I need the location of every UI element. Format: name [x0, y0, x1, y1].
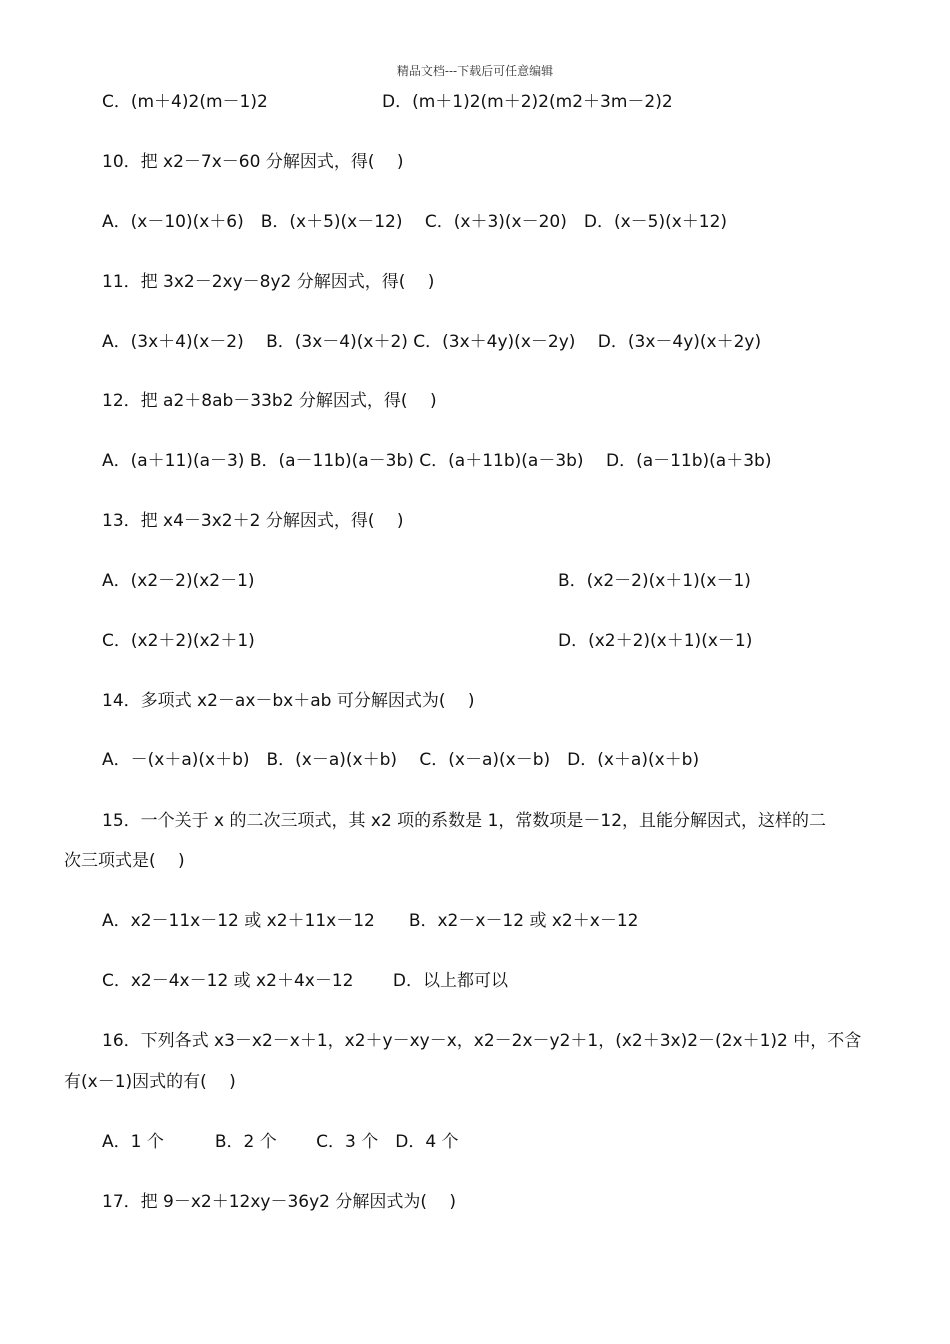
q17-stem: 17．把 9－x2＋12xy－36y2 分解因式为( ): [102, 1192, 457, 1212]
q16-stem-line1: 16．下列各式 x3－x2－x＋1，x2＋y－xy－x，x2－2x－y2＋1，(x2＋3x)2－(2x＋1)2 中，不含: [102, 1031, 862, 1051]
q13-option-c: C．(x2＋2)(x2＋1): [102, 631, 255, 651]
q13-option-d: D．(x2＋2)(x＋1)(x－1): [558, 631, 753, 651]
q13-option-a: A．(x2－2)(x2－1): [102, 571, 255, 591]
q15-stem-line2: 次三项式是( ): [64, 851, 185, 871]
q11-options: A．(3x＋4)(x－2) B．(3x－4)(x＋2) C．(3x＋4y)(x－2y) D．(3x－4y)(x＋2y): [102, 332, 762, 352]
q14-options: A．－(x＋a)(x＋b) B．(x－a)(x＋b) C．(x－a)(x－b) D．(x＋a)(x＋b): [102, 750, 700, 770]
q9-option-c: C．(m＋4)2(m－1)2: [102, 92, 268, 112]
q16-options: A．1 个 B．2 个 C．3 个 D．4 个: [102, 1132, 459, 1152]
q14-stem: 14．多项式 x2－ax－bx＋ab 可分解因式为( ): [102, 691, 475, 711]
q12-options: A．(a＋11)(a－3) B．(a－11b)(a－3b) C．(a＋11b)(a－3b) D．(a－11b)(a＋3b): [102, 451, 772, 471]
q15-options-ab: A．x2－11x－12 或 x2＋11x－12 B．x2－x－12 或 x2＋x－12: [102, 911, 639, 931]
q13-option-b: B．(x2－2)(x＋1)(x－1): [558, 571, 751, 591]
q12-stem: 12．把 a2＋8ab－33b2 分解因式，得( ): [102, 391, 437, 411]
page-header: 精品文档---下载后可任意编辑: [396, 64, 554, 78]
q11-stem: 11．把 3x2－2xy－8y2 分解因式，得( ): [102, 272, 435, 292]
q16-stem-line2: 有(x－1)因式的有( ): [64, 1072, 236, 1092]
q13-stem: 13．把 x4－3x2＋2 分解因式，得( ): [102, 511, 404, 531]
q15-options-cd: C．x2－4x－12 或 x2＋4x－12 D．以上都可以: [102, 971, 508, 991]
q9-option-d: D．(m＋1)2(m＋2)2(m2＋3m－2)2: [382, 92, 673, 112]
q15-stem-line1: 15．一个关于 x 的二次三项式，其 x2 项的系数是 1，常数项是－12，且能分解因式，这样的二: [102, 811, 827, 831]
q10-stem: 10．把 x2－7x－60 分解因式，得( ): [102, 152, 404, 172]
q10-options: A．(x－10)(x＋6) B．(x＋5)(x－12) C．(x＋3)(x－20) D．(x－5)(x＋12): [102, 212, 728, 232]
